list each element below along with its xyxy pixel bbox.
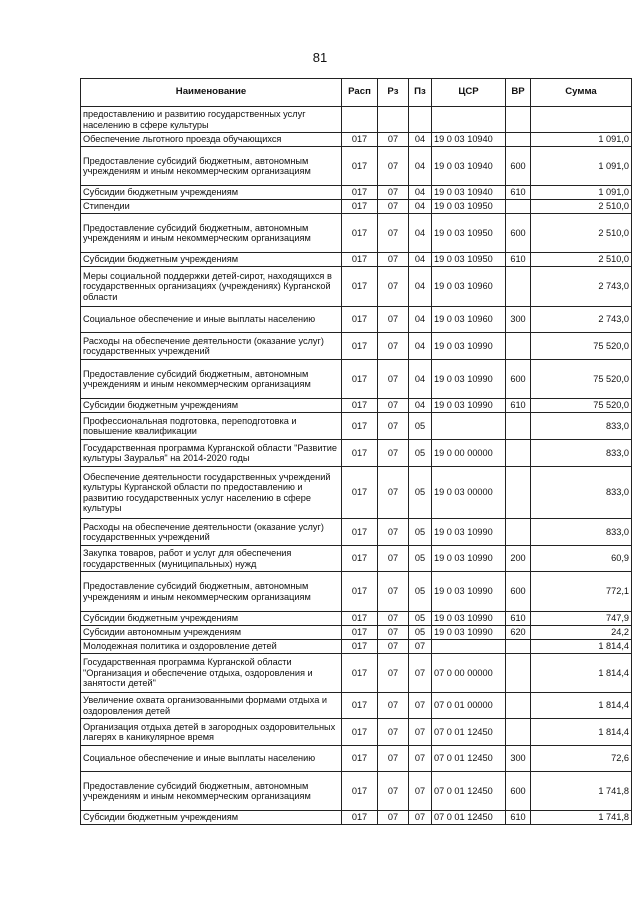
cell-vr: 610 <box>506 612 531 626</box>
cell-csr: 19 0 03 10990 <box>432 399 506 413</box>
cell-name: Предоставление субсидий бюджетным, автономным учреждениям и иным некоммерческим организациям <box>81 214 342 253</box>
table-row <box>81 440 632 467</box>
cell-pz: 04 <box>409 186 432 200</box>
table-row <box>81 253 632 267</box>
cell-rasp: 017 <box>342 467 378 519</box>
table-row <box>81 399 632 413</box>
cell-rasp: 017 <box>342 440 378 467</box>
cell-vr <box>506 200 531 214</box>
cell-rz: 07 <box>378 772 409 811</box>
cell-rasp: 017 <box>342 772 378 811</box>
cell-csr: 07 0 00 00000 <box>432 654 506 693</box>
cell-csr: 19 0 03 10960 <box>432 307 506 333</box>
cell-rasp: 017 <box>342 413 378 440</box>
cell-csr: 19 0 03 10950 <box>432 253 506 267</box>
cell-rasp: 017 <box>342 546 378 572</box>
cell-vr <box>506 333 531 360</box>
cell-sum: 1 741,8 <box>531 772 632 811</box>
cell-pz: 04 <box>409 214 432 253</box>
cell-rz <box>378 107 409 133</box>
cell-csr: 19 0 03 10990 <box>432 333 506 360</box>
cell-rasp: 017 <box>342 519 378 546</box>
cell-sum: 1 814,4 <box>531 640 632 654</box>
cell-name: Государственная программа Курганской области "Организация и обеспечение отдыха, оздоровления и занятости детей" <box>81 654 342 693</box>
table-row <box>81 612 632 626</box>
cell-sum: 75 520,0 <box>531 360 632 399</box>
cell-vr <box>506 440 531 467</box>
cell-pz: 05 <box>409 626 432 640</box>
cell-rasp: 017 <box>342 147 378 186</box>
cell-csr: 19 0 03 10990 <box>432 519 506 546</box>
table-row <box>81 267 632 307</box>
cell-pz: 04 <box>409 253 432 267</box>
cell-vr: 610 <box>506 253 531 267</box>
cell-rz: 07 <box>378 693 409 719</box>
cell-name: Обеспечение деятельности государственных учреждений культуры Курганской области по предоставлению и развитию государственных услуг населению в сфере культуры <box>81 467 342 519</box>
cell-csr: 07 0 01 00000 <box>432 693 506 719</box>
cell-vr <box>506 467 531 519</box>
cell-sum: 833,0 <box>531 519 632 546</box>
table-row <box>81 467 632 519</box>
cell-sum: 72,6 <box>531 746 632 772</box>
table-row <box>81 772 632 811</box>
cell-pz: 05 <box>409 546 432 572</box>
header-sum: Сумма <box>531 79 632 107</box>
cell-vr <box>506 133 531 147</box>
cell-pz: 07 <box>409 746 432 772</box>
cell-vr: 600 <box>506 772 531 811</box>
cell-sum: 1 091,0 <box>531 147 632 186</box>
cell-rz: 07 <box>378 133 409 147</box>
cell-vr: 600 <box>506 214 531 253</box>
cell-pz: 04 <box>409 147 432 186</box>
cell-name: Предоставление субсидий бюджетным, автономным учреждениям и иным некоммерческим организациям <box>81 772 342 811</box>
cell-rasp: 017 <box>342 253 378 267</box>
table-row <box>81 147 632 186</box>
cell-name: Социальное обеспечение и иные выплаты населению <box>81 746 342 772</box>
table-row <box>81 719 632 746</box>
cell-sum: 2 743,0 <box>531 307 632 333</box>
cell-csr: 19 0 03 00000 <box>432 467 506 519</box>
cell-pz: 04 <box>409 200 432 214</box>
table-row <box>81 654 632 693</box>
cell-pz: 07 <box>409 640 432 654</box>
cell-rasp: 017 <box>342 333 378 360</box>
cell-pz: 04 <box>409 133 432 147</box>
table-row <box>81 360 632 399</box>
cell-rz: 07 <box>378 333 409 360</box>
table-row <box>81 572 632 612</box>
table-row <box>81 519 632 546</box>
table-row <box>81 186 632 200</box>
cell-sum: 60,9 <box>531 546 632 572</box>
cell-rz: 07 <box>378 440 409 467</box>
cell-csr: 19 0 03 10940 <box>432 186 506 200</box>
cell-name: Государственная программа Курганской области "Развитие культуры Зауралья" на 2014-2020 годы <box>81 440 342 467</box>
table-row <box>81 107 632 133</box>
cell-name: предоставлению и развитию государственных услуг населению в сфере культуры <box>81 107 342 133</box>
cell-sum: 2 510,0 <box>531 200 632 214</box>
cell-sum: 1 091,0 <box>531 186 632 200</box>
cell-csr: 19 0 03 10950 <box>432 214 506 253</box>
cell-csr: 19 0 03 10940 <box>432 133 506 147</box>
cell-rasp: 017 <box>342 133 378 147</box>
cell-rasp: 017 <box>342 307 378 333</box>
cell-rasp: 017 <box>342 612 378 626</box>
table-row <box>81 693 632 719</box>
cell-rasp: 017 <box>342 572 378 612</box>
header-pz: Пз <box>409 79 432 107</box>
cell-csr <box>432 640 506 654</box>
table-row <box>81 413 632 440</box>
cell-csr: 19 0 00 00000 <box>432 440 506 467</box>
cell-sum: 1 814,4 <box>531 719 632 746</box>
cell-pz: 04 <box>409 333 432 360</box>
cell-vr <box>506 719 531 746</box>
table-row <box>81 746 632 772</box>
cell-csr <box>432 107 506 133</box>
table-body <box>81 107 632 825</box>
cell-sum: 24,2 <box>531 626 632 640</box>
table-header-row <box>81 79 632 107</box>
cell-sum: 833,0 <box>531 413 632 440</box>
cell-name: Увеличение охвата организованными формами отдыха и оздоровления детей <box>81 693 342 719</box>
cell-rasp: 017 <box>342 654 378 693</box>
cell-vr: 300 <box>506 746 531 772</box>
cell-rasp: 017 <box>342 640 378 654</box>
cell-pz: 07 <box>409 772 432 811</box>
cell-name: Профессиональная подготовка, переподготовка и повышение квалификации <box>81 413 342 440</box>
table-row <box>81 133 632 147</box>
cell-csr: 19 0 03 10990 <box>432 572 506 612</box>
cell-sum: 1 091,0 <box>531 133 632 147</box>
cell-vr: 200 <box>506 546 531 572</box>
cell-name: Социальное обеспечение и иные выплаты населению <box>81 307 342 333</box>
cell-csr: 07 0 01 12450 <box>432 746 506 772</box>
cell-name: Субсидии бюджетным учреждениям <box>81 399 342 413</box>
cell-vr <box>506 654 531 693</box>
cell-rasp: 017 <box>342 693 378 719</box>
table-row <box>81 640 632 654</box>
cell-pz: 05 <box>409 572 432 612</box>
cell-pz: 05 <box>409 413 432 440</box>
page-number: 81 <box>312 50 328 65</box>
cell-sum: 1 814,4 <box>531 693 632 719</box>
cell-sum: 833,0 <box>531 440 632 467</box>
cell-csr: 19 0 03 10960 <box>432 267 506 307</box>
cell-rz: 07 <box>378 654 409 693</box>
cell-rz: 07 <box>378 519 409 546</box>
cell-name: Субсидии бюджетным учреждениям <box>81 186 342 200</box>
cell-pz: 04 <box>409 360 432 399</box>
cell-pz: 04 <box>409 399 432 413</box>
header-name: Наименование <box>81 79 342 107</box>
cell-rz: 07 <box>378 626 409 640</box>
cell-vr: 610 <box>506 811 531 825</box>
cell-pz: 07 <box>409 654 432 693</box>
cell-rz: 07 <box>378 214 409 253</box>
cell-name: Субсидии автономным учреждениям <box>81 626 342 640</box>
cell-rz: 07 <box>378 307 409 333</box>
table-row <box>81 333 632 360</box>
cell-name: Предоставление субсидий бюджетным, автономным учреждениям и иным некоммерческим организациям <box>81 147 342 186</box>
cell-sum: 2 510,0 <box>531 253 632 267</box>
cell-vr <box>506 267 531 307</box>
header-rz: Рз <box>378 79 409 107</box>
cell-csr: 19 0 03 10990 <box>432 626 506 640</box>
cell-csr: 19 0 03 10990 <box>432 546 506 572</box>
cell-rz: 07 <box>378 413 409 440</box>
cell-vr: 600 <box>506 572 531 612</box>
cell-rz: 07 <box>378 719 409 746</box>
cell-vr: 600 <box>506 360 531 399</box>
cell-name: Расходы на обеспечение деятельности (оказание услуг) государственных учреждений <box>81 519 342 546</box>
cell-vr: 610 <box>506 186 531 200</box>
cell-rasp: 017 <box>342 360 378 399</box>
cell-name: Молодежная политика и оздоровление детей <box>81 640 342 654</box>
cell-sum: 1 741,8 <box>531 811 632 825</box>
table-row <box>81 546 632 572</box>
cell-csr: 07 0 01 12450 <box>432 811 506 825</box>
cell-rz: 07 <box>378 467 409 519</box>
cell-csr: 19 0 03 10940 <box>432 147 506 186</box>
cell-rz: 07 <box>378 640 409 654</box>
cell-sum: 75 520,0 <box>531 399 632 413</box>
cell-csr: 07 0 01 12450 <box>432 719 506 746</box>
cell-rz: 07 <box>378 186 409 200</box>
cell-rz: 07 <box>378 253 409 267</box>
header-vr: ВР <box>506 79 531 107</box>
table-row <box>81 214 632 253</box>
cell-name: Меры социальной поддержки детей-сирот, находящихся в государственных организациях (учреждениях) Курганской области <box>81 267 342 307</box>
cell-rz: 07 <box>378 147 409 186</box>
cell-vr: 600 <box>506 147 531 186</box>
header-rasp: Расп <box>342 79 378 107</box>
cell-csr: 07 0 01 12450 <box>432 772 506 811</box>
cell-rasp: 017 <box>342 214 378 253</box>
cell-rasp: 017 <box>342 200 378 214</box>
cell-rz: 07 <box>378 399 409 413</box>
cell-rz: 07 <box>378 612 409 626</box>
cell-vr <box>506 413 531 440</box>
cell-sum: 1 814,4 <box>531 654 632 693</box>
cell-rz: 07 <box>378 572 409 612</box>
cell-name: Субсидии бюджетным учреждениям <box>81 612 342 626</box>
cell-vr: 610 <box>506 399 531 413</box>
cell-rasp: 017 <box>342 267 378 307</box>
cell-csr: 19 0 03 10990 <box>432 360 506 399</box>
cell-vr <box>506 107 531 133</box>
cell-sum: 772,1 <box>531 572 632 612</box>
cell-pz: 05 <box>409 519 432 546</box>
cell-rasp: 017 <box>342 626 378 640</box>
cell-pz: 05 <box>409 612 432 626</box>
cell-pz: 05 <box>409 467 432 519</box>
cell-name: Субсидии бюджетным учреждениям <box>81 253 342 267</box>
cell-csr: 19 0 03 10990 <box>432 612 506 626</box>
cell-pz: 07 <box>409 719 432 746</box>
cell-rasp: 017 <box>342 719 378 746</box>
cell-pz: 07 <box>409 811 432 825</box>
cell-pz <box>409 107 432 133</box>
cell-name: Стипендии <box>81 200 342 214</box>
cell-sum: 833,0 <box>531 467 632 519</box>
table-row <box>81 200 632 214</box>
cell-rz: 07 <box>378 746 409 772</box>
cell-rz: 07 <box>378 360 409 399</box>
cell-sum: 2 510,0 <box>531 214 632 253</box>
cell-vr <box>506 693 531 719</box>
cell-name: Предоставление субсидий бюджетным, автономным учреждениям и иным некоммерческим организациям <box>81 572 342 612</box>
cell-vr <box>506 519 531 546</box>
cell-pz: 07 <box>409 693 432 719</box>
cell-sum: 75 520,0 <box>531 333 632 360</box>
cell-name: Организация отдыха детей в загородных оздоровительных лагерях в каникулярное время <box>81 719 342 746</box>
cell-vr: 300 <box>506 307 531 333</box>
cell-name: Субсидии бюджетным учреждениям <box>81 811 342 825</box>
cell-rasp: 017 <box>342 811 378 825</box>
cell-pz: 05 <box>409 440 432 467</box>
cell-csr: 19 0 03 10950 <box>432 200 506 214</box>
cell-rasp: 017 <box>342 746 378 772</box>
cell-sum: 2 743,0 <box>531 267 632 307</box>
cell-rz: 07 <box>378 546 409 572</box>
cell-pz: 04 <box>409 267 432 307</box>
cell-pz: 04 <box>409 307 432 333</box>
cell-rz: 07 <box>378 267 409 307</box>
cell-rasp: 017 <box>342 399 378 413</box>
table-row <box>81 811 632 825</box>
table-row <box>81 307 632 333</box>
budget-table <box>80 78 632 825</box>
cell-name: Расходы на обеспечение деятельности (оказание услуг) государственных учреждений <box>81 333 342 360</box>
cell-name: Обеспечение льготного проезда обучающихся <box>81 133 342 147</box>
cell-rasp: 017 <box>342 186 378 200</box>
cell-csr <box>432 413 506 440</box>
cell-rasp <box>342 107 378 133</box>
header-csr: ЦСР <box>432 79 506 107</box>
table-row <box>81 626 632 640</box>
cell-name: Закупка товаров, работ и услуг для обеспечения государственных (муниципальных) нужд <box>81 546 342 572</box>
cell-sum <box>531 107 632 133</box>
cell-name: Предоставление субсидий бюджетным, автономным учреждениям и иным некоммерческим организациям <box>81 360 342 399</box>
cell-vr <box>506 640 531 654</box>
cell-sum: 747,9 <box>531 612 632 626</box>
cell-rz: 07 <box>378 811 409 825</box>
cell-vr: 620 <box>506 626 531 640</box>
cell-rz: 07 <box>378 200 409 214</box>
